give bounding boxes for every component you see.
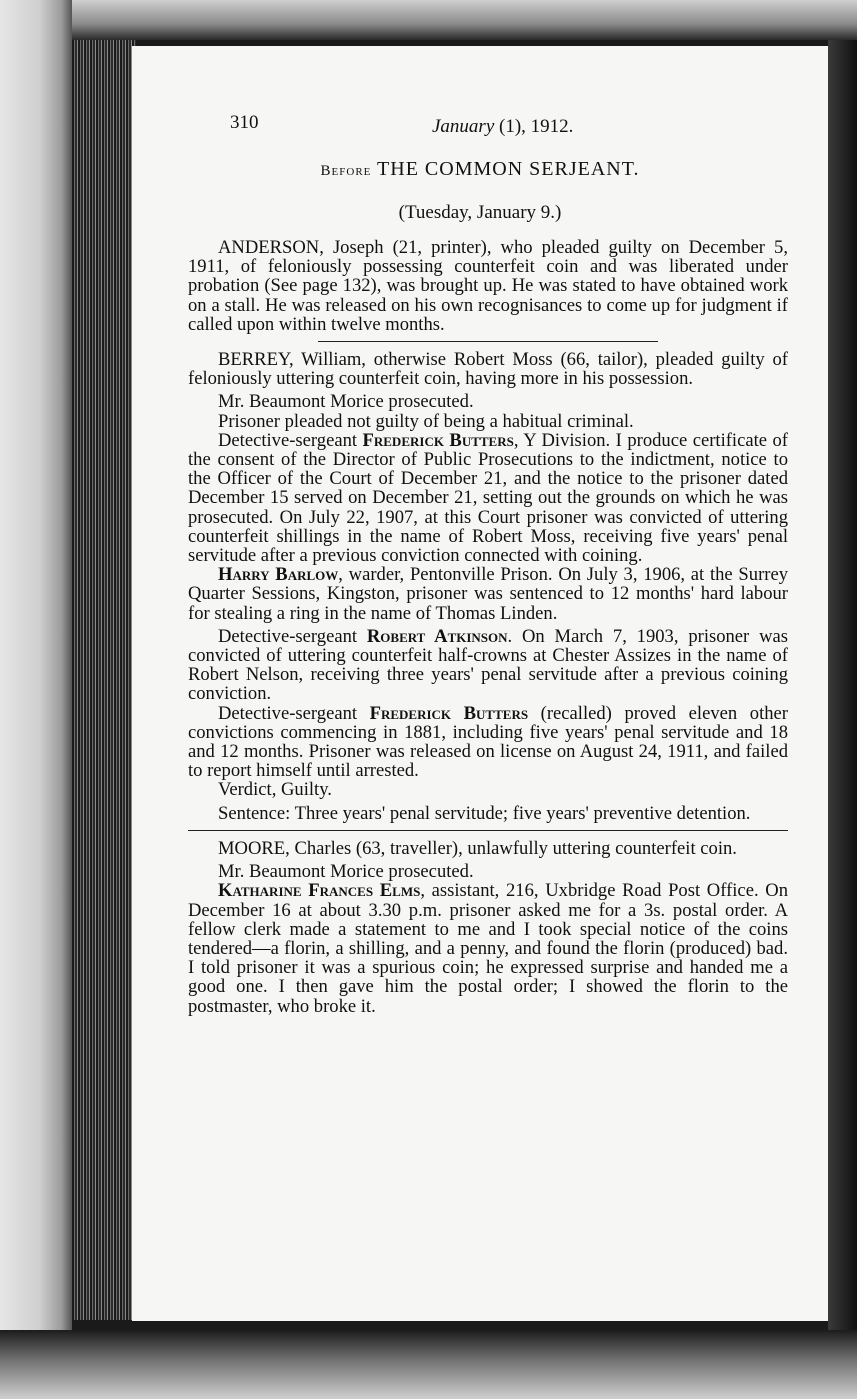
berrey-sentence: Sentence: Three years' penal servitude; five years' preventive detention. <box>218 802 751 824</box>
court-heading <box>132 158 828 181</box>
session-date: (Tuesday, January 9.) <box>398 202 562 223</box>
witness-testimony: , assistant, 216, Uxbridge Road Post Office. On December 16 at about 3.30 p.m. prisoner asked me for a 3s. postal order. A fellow clerk made a statement to me and I took special notice of the coins tendered—a florin, a shilling, and a penny, and found the florin (produced) bad. I told prisoner it was a spurious coin; he expressed surprise and handed me a good one. I then gave him the postal order; I showed the florin to the postmaster, who broke it. <box>188 880 789 1017</box>
scan-top-border <box>0 0 857 40</box>
case-berrey-intro: BERREY, William, otherwise Robert Moss (66, tailor), pleaded guilty of feloniously uttering counterfeit coin, having more in his possession. <box>188 349 788 390</box>
witness-name: Harry Barlow <box>218 564 339 586</box>
berrey-verdict: Verdict, Guilty. <box>218 779 332 801</box>
book-page-edges <box>72 40 136 1320</box>
scan-right-margin <box>828 40 857 1330</box>
page-number: 310 <box>230 112 259 133</box>
case-moore-intro: MOORE, Charles (63, traveller), unlawfully uttering counterfeit coin. <box>218 837 737 859</box>
running-head <box>432 116 573 138</box>
page-body <box>188 238 788 1016</box>
case-divider <box>188 830 788 831</box>
berrey-witness-3 <box>188 627 788 704</box>
running-head-month: January <box>432 116 495 137</box>
scan-bottom-border <box>0 1330 857 1399</box>
berrey-prosecuted: Mr. Beaumont Morice prosecuted. <box>218 391 474 413</box>
witness-name: Katharine Frances Elms <box>218 880 421 902</box>
witness-role: Detective-sergeant <box>218 702 370 724</box>
berrey-witness-1 <box>188 431 788 565</box>
witness-role: Detective-sergeant <box>218 625 367 647</box>
running-head-date: (1), 1912. <box>494 116 574 137</box>
witness-testimony: , warder, Pentonville Prison. On July 3, 1906, at the Surrey Quarter Sessions, Kingston, prisoner was sentenced to 12 months' hard labour for stealing a ring in the name of Thomas Linden. <box>188 564 789 624</box>
case-anderson: ANDERSON, Joseph (21, printer), who pleaded guilty on December 5, 1911, of feloniously possessing counterfeit coin and was liberated under probation (See page 132), was brought up. He was stated to have obtained work on a stall. He was released on his own recognisances to come up for judgment if called upon within twelve months. <box>188 237 788 335</box>
berrey-witness-4 <box>188 704 788 781</box>
berrey-plea: Prisoner pleaded not guilty of being a habitual criminal. <box>218 410 634 432</box>
scan-left-margin <box>0 0 72 1399</box>
berrey-witness-2 <box>188 565 788 623</box>
witness-testimony: (recalled) proved eleven other convictions commencing in 1881, including five years' penal servitude and 18 and 12 months. Prisoner was released on license on August 24, 1911, and failed to report himself until arrested. <box>188 702 788 782</box>
witness-role: Detective-sergeant <box>218 429 363 451</box>
moore-prosecuted: Mr. Beaumont Morice prosecuted. <box>218 861 474 883</box>
case-divider <box>318 341 658 342</box>
court-prefix: Before <box>320 163 372 179</box>
moore-witness-1 <box>188 881 788 1015</box>
witness-name: Frederick Butters <box>369 702 529 724</box>
court-name: THE COMMON SERJEANT. <box>377 158 640 180</box>
witness-name: Frederick Butters <box>362 429 514 451</box>
witness-testimony: , Y Division. I produce certificate of the consent of the Director of Public Prosecutions to the indictment, notice to the Officer of the Court of December 21, and the notice to the prisoner dated December 15 served on December 21, setting out the grounds on which he was prosecuted. On July 22, 1907, at this Court prisoner was convicted of uttering counterfeit shillings in the name of Robert Moss, receiving five years' penal servitude after a previous conviction connected with coining. <box>188 429 788 567</box>
witness-name: Robert Atkinson <box>366 625 508 647</box>
witness-testimony: . On March 7, 1903, prisoner was convicted of uttering counterfeit half-crowns at Chester Assizes in the name of Robert Nelson, receiving three years' penal servitude after a previous coining conviction. <box>188 625 788 705</box>
book-page <box>132 46 828 1321</box>
